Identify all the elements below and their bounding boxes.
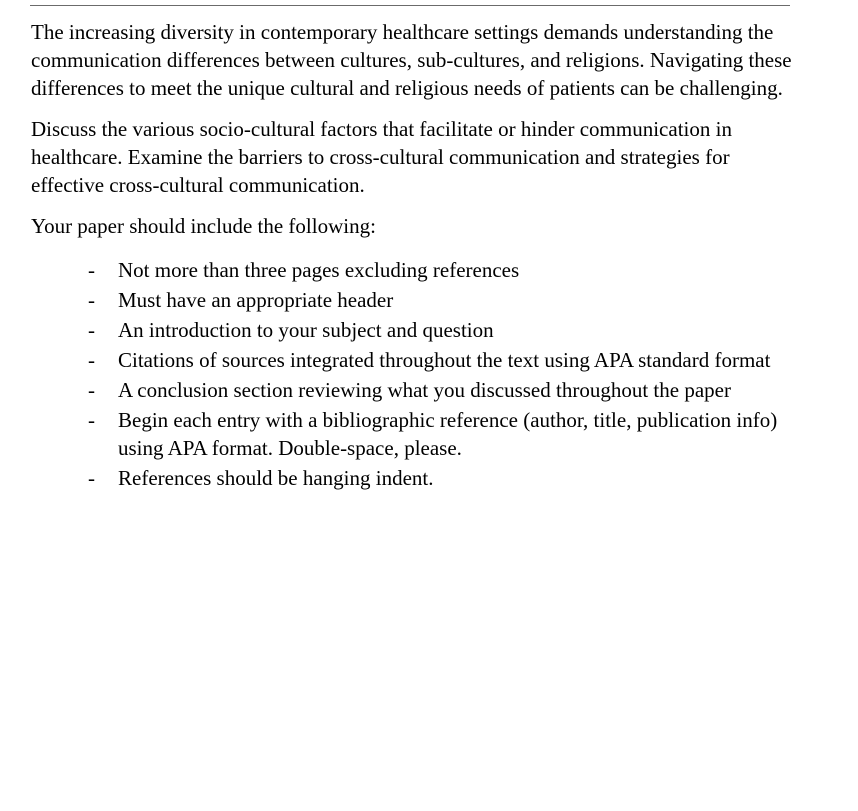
document-body (31, 18, 801, 494)
bullet-dash: - (88, 408, 95, 432)
list-item-text: Must have an appropriate header (118, 288, 394, 312)
list-item-text: Not more than three pages excluding references (118, 258, 520, 282)
list-item (31, 256, 801, 284)
list-item-text: An introduction to your subject and question (118, 318, 494, 342)
list-item-text: Citations of sources integrated throughout the text using APA standard format (118, 348, 771, 372)
requirements-lead: Your paper should include the following: (31, 214, 376, 238)
list-item-text: Begin each entry with a bibliographic reference (author, title, publication info) using APA format. Double-space, please. (118, 408, 778, 460)
list-item (31, 376, 801, 404)
bullet-dash: - (88, 466, 95, 490)
list-item (31, 316, 801, 344)
bullet-dash: - (88, 378, 95, 402)
intro-paragraph: The increasing diversity in contemporary healthcare settings demands understanding the communication differences between cultures, sub-cultures, and religions. Navigating these differences to meet the unique cultural and religious needs of patients can be challenging. (31, 20, 792, 100)
list-item (31, 406, 801, 462)
bullet-dash: - (88, 348, 95, 372)
bullet-dash: - (88, 288, 95, 312)
list-item (31, 286, 801, 314)
bullet-dash: - (88, 318, 95, 342)
list-item-text: References should be hanging indent. (118, 466, 434, 490)
bullet-dash: - (88, 258, 95, 282)
list-item (31, 464, 801, 492)
requirements-list (31, 256, 801, 492)
task-paragraph: Discuss the various socio-cultural factors that facilitate or hinder communication in healthcare. Examine the barriers to cross-cultural communication and strategies for effective cross-cultural communication. (31, 117, 732, 197)
header-divider (30, 5, 790, 6)
list-item (31, 346, 801, 374)
list-item-text: A conclusion section reviewing what you discussed throughout the paper (118, 378, 731, 402)
